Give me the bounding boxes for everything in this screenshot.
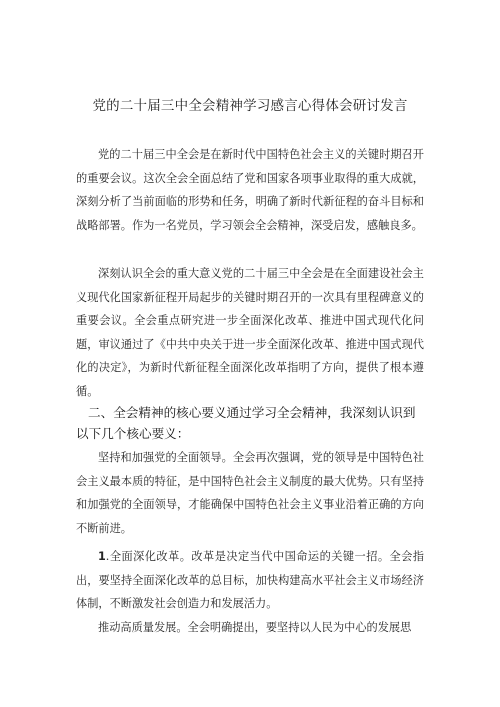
paragraph-deepen-reform-text: .全面深化改革。改革是决定当代中国命运的关键一招。全会指出，要坚持全面深化改革的总目标，加快构建高水平社会主义市场经济体制，不断激发社会创造力和发展活力。 [76,550,424,611]
document-title: 党的二十届三中全会精神学习感言心得体会研讨发言 [92,98,408,114]
section-heading-core-essence: 二、全会精神的核心要义通过学习全会精神，我深刻认识到以下几个核心要义： [76,405,416,441]
list-number: 1 [98,550,106,563]
paragraph-party-leadership: 坚持和加强党的全面领导。全会再次强调，党的领导是中国特色社会主义最本质的特征，是中国特色社会主义制度的最大优势。只有坚持和加强党的全面领导，才能确保中国特色社会主义事业沿着正确的方向不断前进。 [76,451,424,535]
paragraph-significance-intro: 党的二十届三中全会是在新时代中国特色社会主义的关键时期召开的重要会议。这次全会全面总结了党和国家各项事业取得的重大成就，深刻分析了当前面临的形势和任务，明确了新时代新征程的奋斗目标和战略部署。作为一名党员，学习领会全会精神，深受启发，感触良多。 [76,148,424,232]
paragraph-high-quality-development: 推动高质量发展。全会明确提出，要坚持以人民为中心的发展思 [98,621,412,634]
paragraph-deepen-reform [76,545,424,616]
paragraph-meeting-significance: 深刻认识全会的重大意义党的二十届三中全会是在全面建设社会主义现代化国家新征程开局起步的关键时期召开的一次具有里程碑意义的重要会议。全会重点研究进一步全面深化改革、推进中国式现代化问题，审议通过了《中共中央关于进一步全面深化改革、推进中国式现代化的决定》，为新时代新征程全面深化改革指明了方向，提供了根本遵循。 [76,267,424,398]
